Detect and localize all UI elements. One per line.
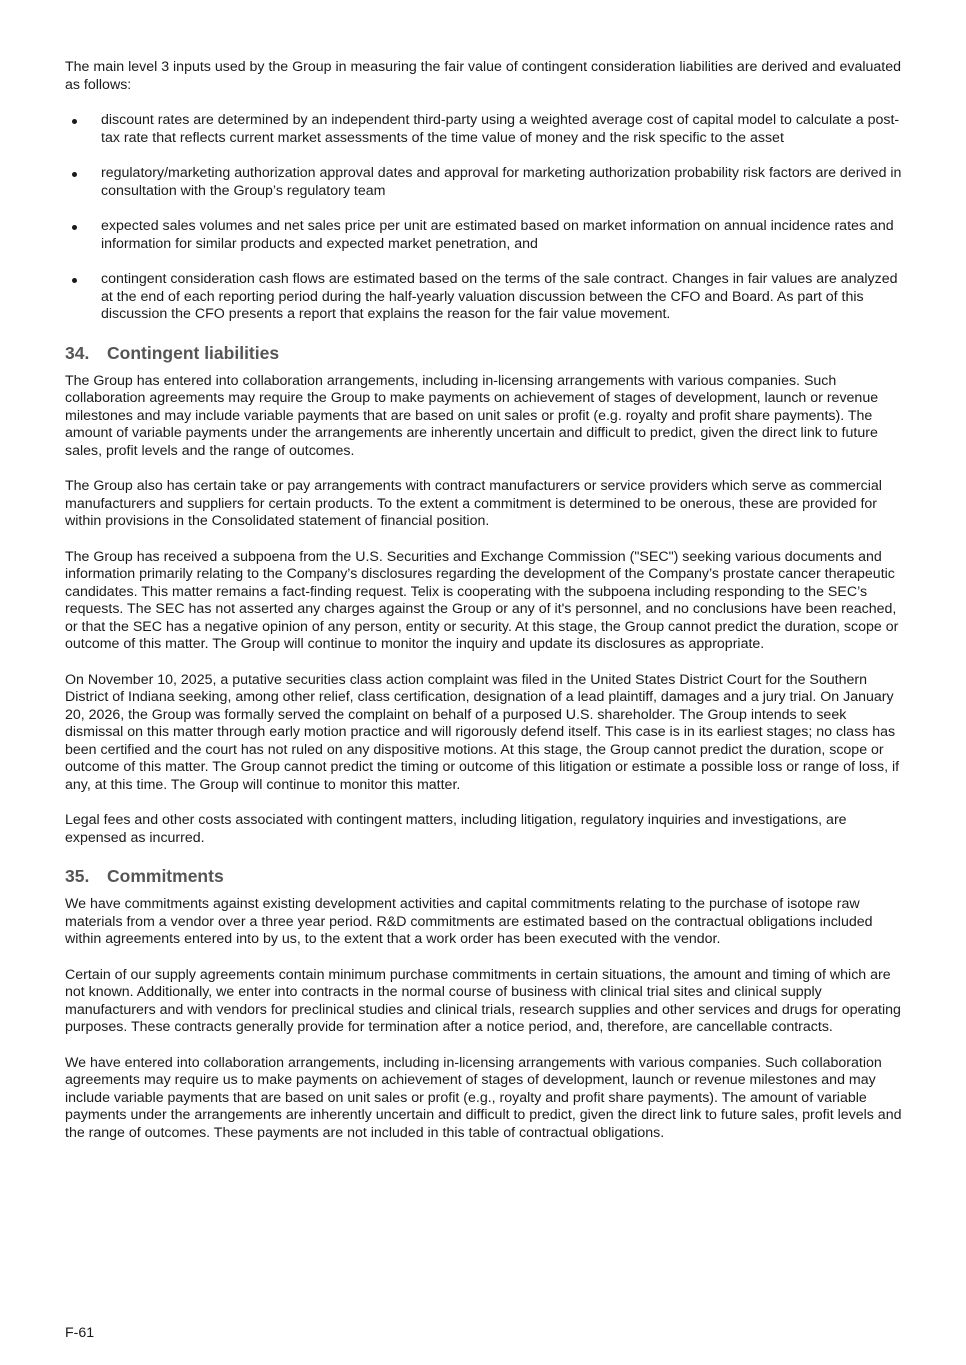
- document-page: [65, 59, 905, 1160]
- bullet-icon: [72, 225, 77, 230]
- section-number: 35.: [65, 866, 90, 886]
- section-title: Contingent liabilities: [107, 342, 280, 363]
- page-number: F-61: [65, 1325, 95, 1341]
- list-item-text: contingent consideration cash flows are estimated based on the terms of the sale contract. Changes in fair values are analyzed at the end of each reporting period during the half-yearly valuation discussion between the CFO and Board. As part of this discussion the CFO presents a report that explains the reason for the fair value movement.: [101, 271, 898, 322]
- list-item: [65, 165, 905, 200]
- intro-paragraph: The main level 3 inputs used by the Group in measuring the fair value of contingent consideration liabilities are derived and evaluated as follows:: [65, 59, 901, 93]
- bullet-icon: [72, 119, 77, 124]
- list-item: [65, 112, 905, 147]
- bullet-icon: [72, 278, 77, 283]
- section-number: 34.: [65, 342, 90, 363]
- paragraph: Certain of our supply agreements contain minimum purchase commitments in certain situations, the amount and timing of which are not known. Additionally, we enter into contracts in the normal course of business with clinical trial sites and clinical supply manufacturers and with vendors for preclinical studies and clinical trials, research supplies and other services and drugs for operating purposes. These contracts generally provide for termination after a notice period, and, therefore, are cancellable contracts.: [65, 966, 901, 1035]
- list-item: [65, 271, 905, 324]
- paragraph: The Group also has certain take or pay arrangements with contract manufacturers or service providers which serve as commercial manufacturers and suppliers for certain products. To the extent a commitment is determined to be onerous, these are provided for within provisions in the Consolidated statement of financial position.: [65, 478, 882, 529]
- paragraph: On November 10, 2025, a putative securities class action complaint was filed in the United States District Court for the Southern District of Indiana seeking, among other relief, class certification, designation of a lead plaintiff, damages and a jury trial. On January 20, 2026, the Group was formally served the complaint on behalf of a purposed U.S. shareholder. The Group intends to seek dismissal on this matter through early motion practice and will rigorously defend itself. This case is in its earliest stages; no class has been certified and the court has not ruled on any dispositive motions. At this stage, the Group cannot predict the duration, scope or outcome of this matter. The Group cannot predict the timing or outcome of this litigation or estimate a possible loss or range of loss, if any, at this time. The Group will continue to monitor this matter.: [65, 671, 900, 793]
- bullet-icon: [72, 172, 77, 177]
- list-item-text: expected sales volumes and net sales price per unit are estimated based on market information on annual incidence rates and information for similar products and expected market penetration, and: [101, 218, 894, 252]
- list-item-text: discount rates are determined by an independent third-party using a weighted average cost of capital model to calculate a post-tax rate that reflects current market assessments of the time value of money and the risk specific to the asset: [101, 112, 900, 146]
- list-item-text: regulatory/marketing authorization approval dates and approval for marketing authorization probability risk factors are derived in consultation with the Group’s regulatory team: [101, 165, 902, 199]
- level3-inputs-list: [65, 112, 905, 324]
- paragraph: Legal fees and other costs associated with contingent matters, including litigation, regulatory inquiries and investigations, are expensed as incurred.: [65, 812, 847, 846]
- paragraph: We have entered into collaboration arrangements, including in-licensing arrangements with various companies. Such collaboration agreements may require us to make payments on achievement of stages of development, launch or revenue milestones and may include variable payments that are based on unit sales or profit (e.g., royalty and profit share payments). The amount of variable payments under the arrangements are inherently uncertain and difficult to predict, given the direct link to future sales, profit levels and the range of outcomes. These payments are not included in this table of contractual obligations.: [65, 1054, 902, 1141]
- section-35-heading: [65, 865, 905, 887]
- section-title: Commitments: [107, 866, 224, 886]
- list-item: [65, 218, 905, 253]
- paragraph: The Group has entered into collaboration arrangements, including in-licensing arrangements with various companies. Such collaboration agreements may require the Group to make payments on achievement of stages of development, launch or revenue milestones and may include variable payments that are based on unit sales or profit (e.g. royalty and profit share payments). The amount of variable payments under the arrangements are inherently uncertain and difficult to predict, given the direct link to future sales, profit levels and the range of outcomes.: [65, 372, 879, 459]
- section-34-heading: [65, 342, 905, 364]
- paragraph: The Group has received a subpoena from the U.S. Securities and Exchange Commission ("SEC") seeking various documents and information primarily relating to the Company’s disclosures regarding the development of the Company’s prostate cancer therapeutic candidates. This matter remains a fact-finding request. Telix is cooperating with the subpoena including responding to the SEC’s requests. The SEC has not asserted any charges against the Group or any of it's personnel, and no conclusions have been reached, or that the SEC has a negative opinion of any person, entity or security. At this stage, the Group cannot predict the duration, scope or outcome of this matter. The Group will continue to monitor the inquiry and update its disclosures as appropriate.: [65, 548, 899, 652]
- paragraph: We have commitments against existing development activities and capital commitments relating to the purchase of isotope raw materials from a vendor over a three year period. R&D commitments are estimated based on the contractual obligations included within agreements entered into by us, to the extent that a work order has been executed with the vendor.: [65, 896, 873, 947]
